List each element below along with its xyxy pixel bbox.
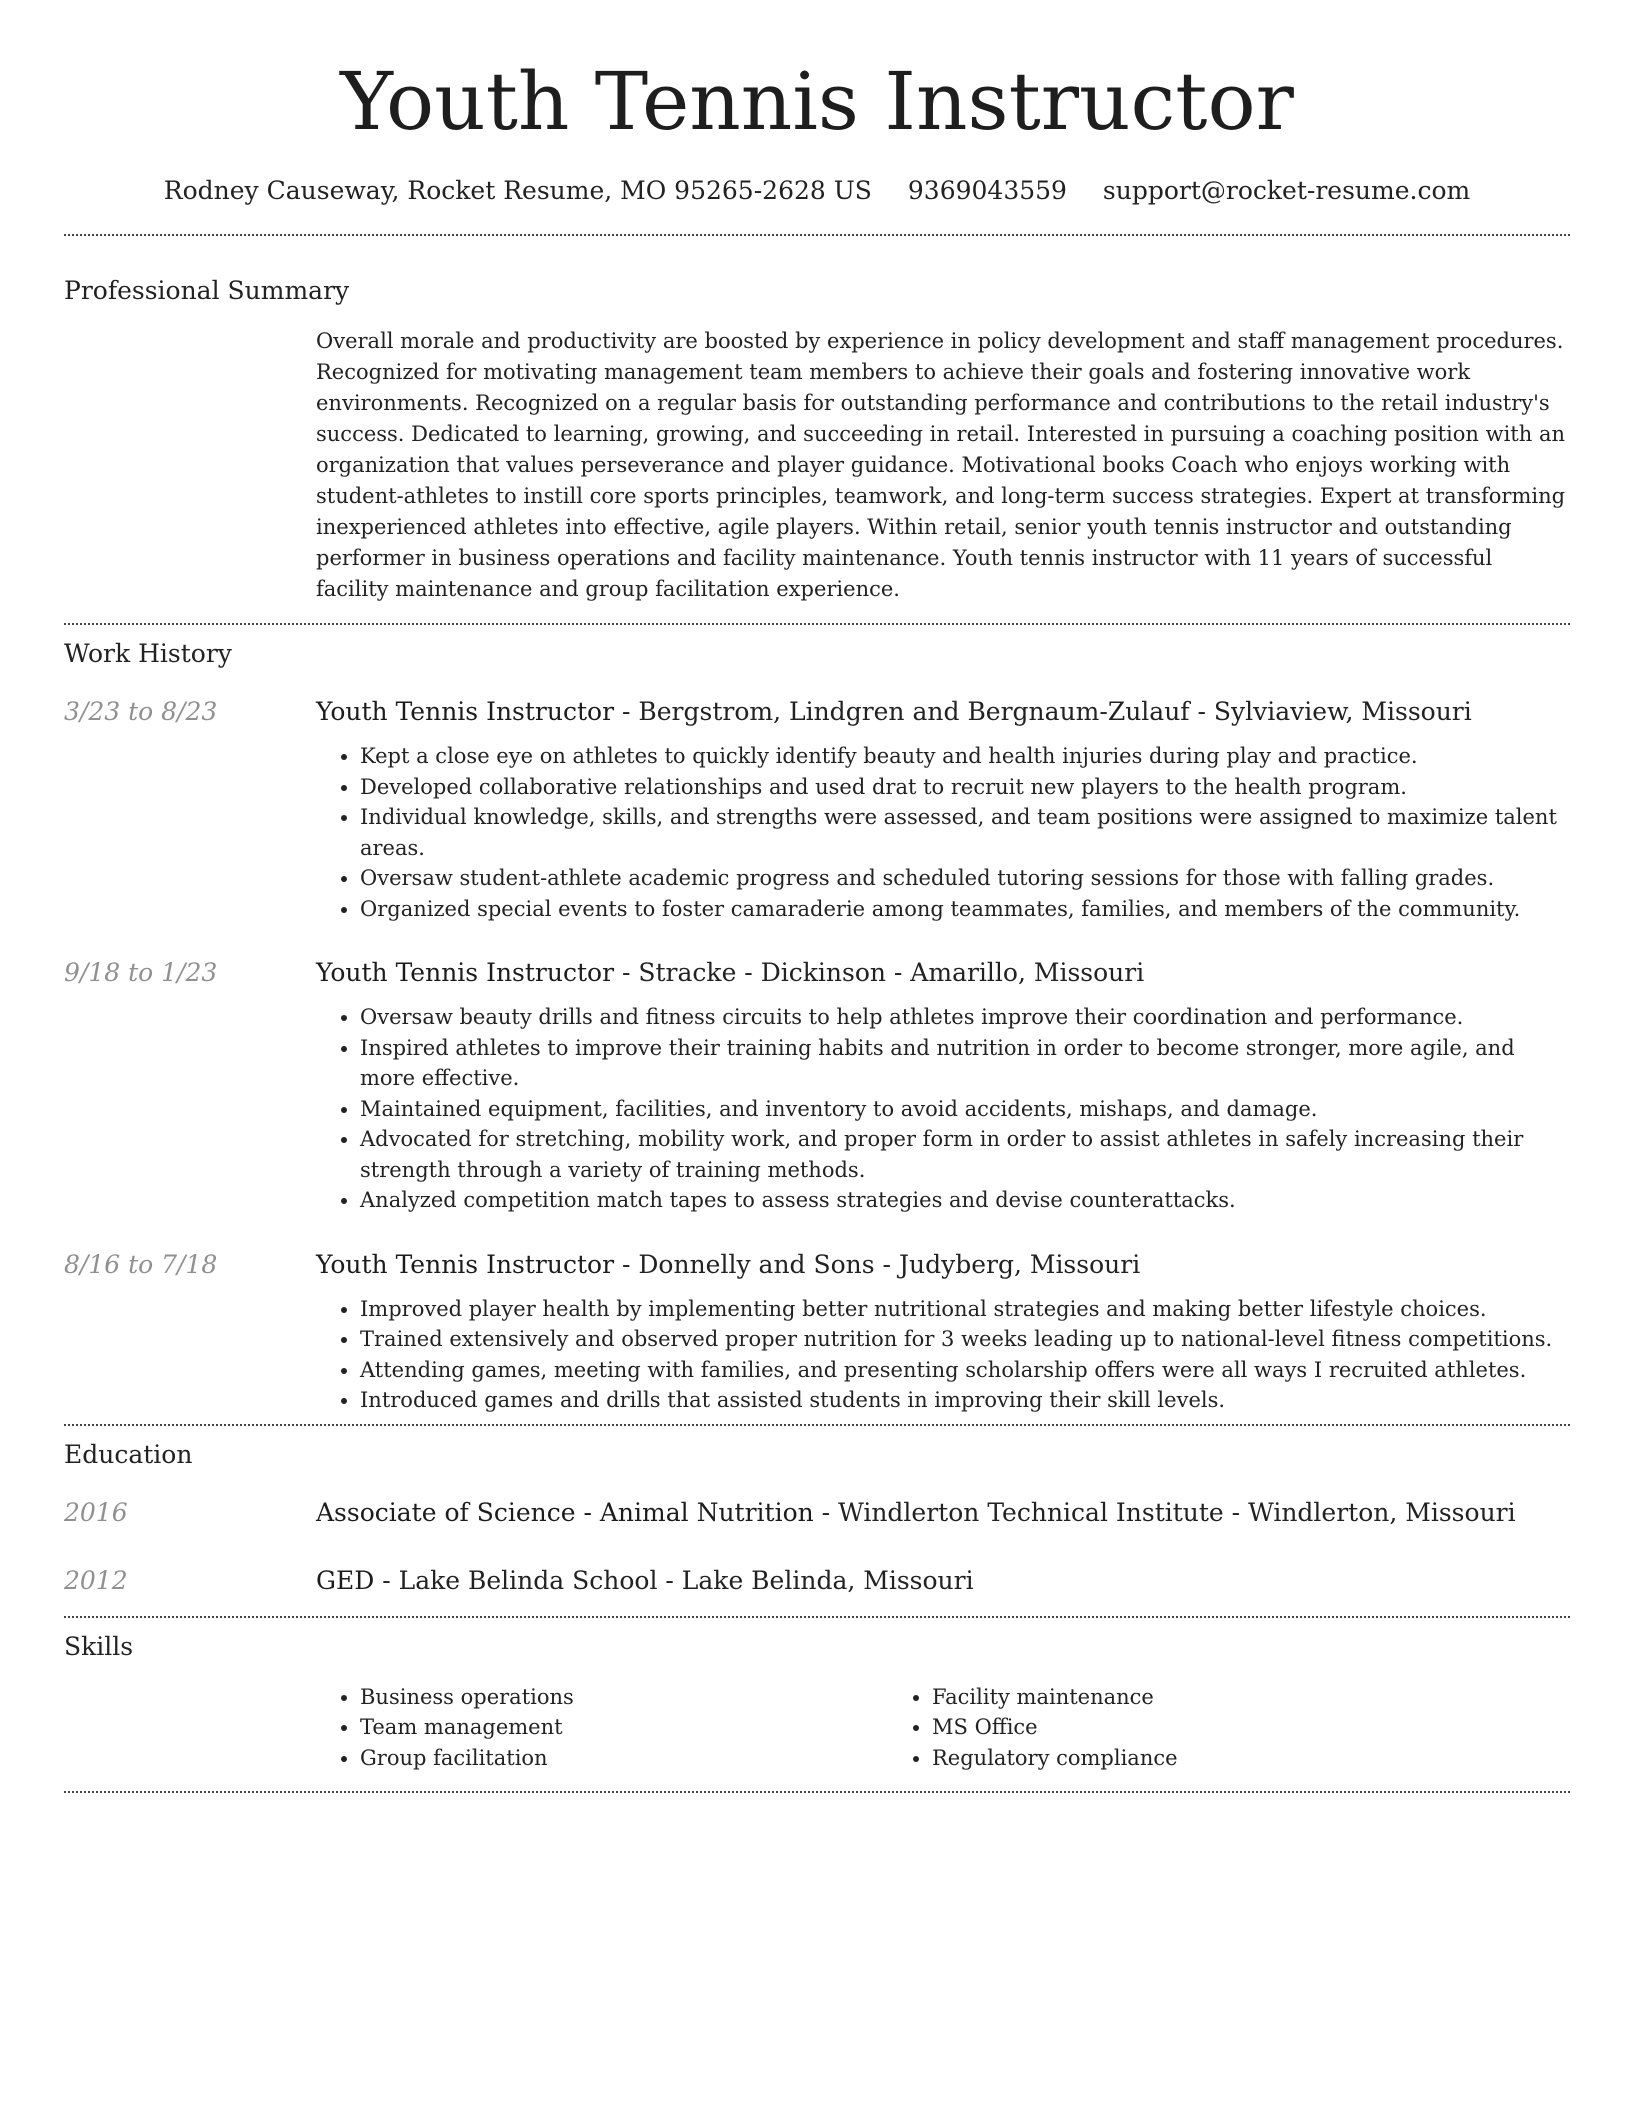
list-item: • Kept a close eye on athletes to quickly identify beauty and health injuries during play and practice. [360, 741, 1570, 772]
education-year: 2016 [64, 1497, 128, 1527]
list-item: • Oversaw student-athlete academic progress and scheduled tutoring sessions for those with falling grades. [360, 863, 1570, 894]
skill-item: • Team management [360, 1712, 888, 1743]
job-employer: - Donnelly and Sons - Judyberg, Missouri [614, 1249, 1141, 1279]
education-heading [316, 1496, 1570, 1530]
section-title-work-history: Work History [64, 639, 232, 668]
job-entry [64, 1248, 1570, 1416]
divider [64, 1616, 1570, 1618]
education-entry [64, 1564, 1570, 1598]
job-heading [316, 695, 1570, 729]
job-position: Youth Tennis Instructor [316, 1249, 615, 1279]
contact-email: support@rocket-resume.com [1102, 176, 1471, 205]
list-item: • Maintained equipment, facilities, and inventory to avoid accidents, mishaps, and damage. [360, 1094, 1570, 1125]
education-degree: Associate of Science - Animal Nutrition [316, 1497, 814, 1527]
divider [64, 623, 1570, 625]
education-school: - Windlerton Technical Institute - Windlerton, Missouri [813, 1497, 1516, 1527]
education-heading [316, 1564, 1570, 1598]
contact-line [64, 174, 1570, 208]
list-item: • Trained extensively and observed proper nutrition for 3 weeks leading up to national-level fitness competitions. [360, 1324, 1570, 1355]
skills-list [316, 1682, 1570, 1774]
job-bullets [316, 741, 1570, 924]
skills-column-right [888, 1682, 1460, 1774]
education-degree: GED [316, 1565, 375, 1595]
divider [64, 1791, 1570, 1793]
job-position: Youth Tennis Instructor [316, 958, 615, 987]
resume-page [64, 0, 1570, 1793]
job-heading [316, 956, 1570, 990]
section-title-summary: Professional Summary [64, 276, 350, 305]
job-dates: 9/18 to 1/23 [64, 958, 218, 987]
job-dates: 3/23 to 8/23 [64, 697, 218, 726]
skill-item: • Group facilitation [360, 1743, 888, 1774]
job-dates: 8/16 to 7/18 [64, 1249, 218, 1279]
job-heading [316, 1248, 1570, 1282]
job-employer: - Bergstrom, Lindgren and Bergnaum-Zulauf - Sylviaview, Missouri [614, 697, 1472, 726]
contact-address: Rodney Causeway, Rocket Resume, MO 95265-2628 US [163, 176, 872, 205]
list-item: • Inspired athletes to improve their training habits and nutrition in order to become stronger, more agile, and more effective. [360, 1033, 1570, 1094]
job-entry [64, 695, 1570, 924]
skill-item: • Business operations [360, 1682, 888, 1713]
job-employer: - Stracke - Dickinson - Amarillo, Missouri [614, 958, 1145, 987]
section-title-education: Education [64, 1439, 193, 1469]
education-school: - Lake Belinda School - Lake Belinda, Missouri [374, 1565, 974, 1595]
list-item: • Individual knowledge, skills, and strengths were assessed, and team positions were assigned to maximize talent areas. [360, 802, 1570, 863]
job-position: Youth Tennis Instructor [316, 697, 615, 726]
job-bullets [316, 1002, 1570, 1216]
list-item: • Attending games, meeting with families, and presenting scholarship offers were all ways I recruited athletes. [360, 1355, 1570, 1386]
list-item: • Developed collaborative relationships and used drat to recruit new players to the health program. [360, 772, 1570, 803]
divider [64, 234, 1570, 236]
list-item: • Analyzed competition match tapes to assess strategies and devise counterattacks. [360, 1185, 1570, 1216]
list-item: • Improved player health by implementing better nutritional strategies and making better lifestyle choices. [360, 1294, 1570, 1325]
education-year: 2012 [64, 1565, 128, 1595]
skill-item: • Facility maintenance [932, 1682, 1460, 1713]
resume-title: Youth Tennis Instructor [340, 55, 1294, 148]
job-entry [64, 956, 1570, 1216]
list-item: • Advocated for stretching, mobility work, and proper form in order to assist athletes in safely increasing their strength through a variety of training methods. [360, 1124, 1570, 1185]
job-bullets [316, 1294, 1570, 1416]
summary-text: Overall morale and productivity are boosted by experience in policy development and staff management procedures. Recognized for motivating management team members to achieve their goals and fostering innovative work environments. Recognized on a regular basis for outstanding performance and contributions to the retail industry's success. Dedicated to learning, growing, and succeeding in retail. Interested in pursuing a coaching position with an organization that values perseverance and player guidance. Motivational books Coach who enjoys working with student-athletes to instill core sports principles, teamwork, and long-term success strategies. Expert at transforming inexperienced athletes into effective, agile players. Within retail, senior youth tennis instructor and outstanding performer in business operations and facility maintenance. Youth tennis instructor with 11 years of successful facility maintenance and group facilitation experience. [316, 329, 1566, 601]
divider [64, 1424, 1570, 1426]
skill-item: • MS Office [932, 1712, 1460, 1743]
section-title-skills: Skills [64, 1631, 134, 1661]
education-entry [64, 1496, 1570, 1530]
list-item: • Organized special events to foster camaraderie among teammates, families, and members of the community. [360, 894, 1570, 925]
skills-column-left [316, 1682, 888, 1774]
list-item: • Oversaw beauty drills and fitness circuits to help athletes improve their coordination and performance. [360, 1002, 1570, 1033]
skill-item: • Regulatory compliance [932, 1743, 1460, 1774]
contact-phone: 9369043559 [907, 176, 1067, 205]
list-item: • Introduced games and drills that assisted students in improving their skill levels. [360, 1385, 1570, 1416]
